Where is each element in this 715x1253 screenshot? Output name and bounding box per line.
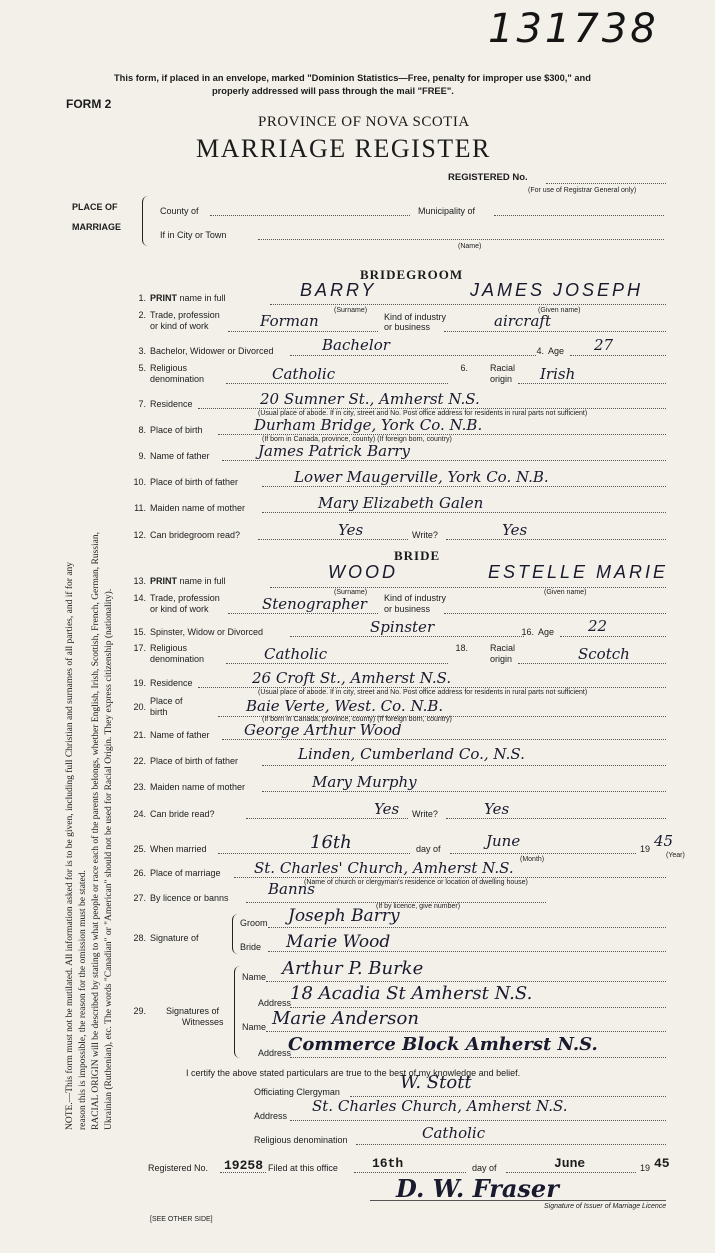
print-label: PRINT xyxy=(150,293,177,303)
line-number: 6. xyxy=(460,363,468,373)
side-note-line4: Ukrainian (Ruthenian), etc. The words "Canadian" or "American" should not be used for Racial Origin. They express citizenship (nationality). xyxy=(104,588,114,1130)
line-number: 1. xyxy=(138,293,146,303)
age-label: Age xyxy=(548,346,565,356)
see-other-side: [SEE OTHER SIDE] xyxy=(150,1216,213,1223)
residence-note: (Usual place of abode. If in city, street and No. Post office address for residents in rural parts not sufficient) xyxy=(258,689,588,696)
mother-maiden-label: Maiden name of mother xyxy=(150,782,246,792)
clergy-denomination: Catholic xyxy=(422,1124,486,1142)
line-number: 11. xyxy=(134,503,146,513)
line-number: 5. xyxy=(138,363,146,373)
issuer-signature: D. W. Fraser xyxy=(396,1174,559,1203)
groom-can-read: Yes xyxy=(338,521,364,539)
groom-trade: Forman xyxy=(260,312,319,330)
clergyman-address: St. Charles Church, Amherst N.S. xyxy=(312,1097,568,1115)
line-number: 28. xyxy=(133,933,146,943)
line-number: 27. xyxy=(133,893,146,903)
form-number: FORM 2 xyxy=(66,97,112,111)
municipality-label: Municipality of xyxy=(418,206,476,216)
father-name-label: Name of father xyxy=(150,730,210,740)
bridegroom-heading: BRIDEGROOM xyxy=(360,267,464,282)
groom-age: 27 xyxy=(594,336,614,354)
signatures-of-label: Signatures of xyxy=(166,1006,220,1016)
denomination-label: denomination xyxy=(150,654,205,664)
witness2-address: Commerce Block Amherst N.S. xyxy=(288,1034,598,1055)
licence-or-banns-label: By licence or banns xyxy=(150,893,229,903)
certification-text: I certify the above stated particulars are true to the best of my knowledge and belief. xyxy=(186,1068,521,1078)
witness1-address-label: Address xyxy=(258,998,292,1008)
line-number: 16. xyxy=(521,627,534,637)
groom-origin: Irish xyxy=(540,365,576,383)
page-title: MARRIAGE REGISTER xyxy=(196,134,491,163)
marriage-day: 16th xyxy=(310,832,352,853)
witness2-name: Marie Anderson xyxy=(272,1008,419,1029)
residence-note: (Usual place of abode. If in city, street and No. Post office address for residents in rural parts not sufficient) xyxy=(258,410,588,417)
line-number: 23. xyxy=(133,782,146,792)
witness1-name: Arthur P. Burke xyxy=(282,958,424,979)
bride-signature-label: Bride xyxy=(240,942,262,952)
bride-can-read: Yes xyxy=(374,800,400,818)
can-read-label: Can bride read? xyxy=(150,809,215,819)
groom-residence: 20 Sumner St., Amherst N.S. xyxy=(260,390,480,408)
city-label: If in City or Town xyxy=(160,230,227,240)
side-note xyxy=(64,330,116,1130)
trade-label: Trade, profession xyxy=(150,593,220,603)
line-number: 22. xyxy=(133,756,146,766)
marriage-place: St. Charles' Church, Amherst N.S. xyxy=(254,859,514,877)
trade-label: Trade, profession xyxy=(150,310,220,320)
filed-day: 16th xyxy=(372,1156,404,1171)
groom-industry: aircraft xyxy=(494,312,552,330)
side-note-line1: NOTE.—This form must not be mutilated. All information asked for is to be given, including full Christian and surnames of all parties, and if for any xyxy=(65,561,75,1130)
marital-status-label: Bachelor, Widower or Divorced xyxy=(150,346,274,356)
clergyman-address-label: Address xyxy=(254,1111,288,1121)
place-of-birth-label: Place of xyxy=(150,696,183,706)
bride-age: 22 xyxy=(588,617,608,635)
name-note: (Name) xyxy=(458,243,482,250)
bride-origin: Scotch xyxy=(578,645,630,663)
groom-given-names: JAMES JOSEPH xyxy=(470,280,644,300)
marital-status-label: Spinster, Widow or Divorced xyxy=(150,627,264,637)
bride-place-of-birth: Baie Verte, West. Co. N.B. xyxy=(246,697,444,715)
print-label: PRINT xyxy=(150,576,177,586)
month-note: (Month) xyxy=(520,856,545,863)
filed-day-of-label: day of xyxy=(472,1163,497,1173)
witness2-name-label: Name xyxy=(242,1022,267,1032)
marriage-month: June xyxy=(486,832,521,850)
name-in-full-label: name in full xyxy=(179,293,226,303)
bride-trade: Stenographer xyxy=(262,595,367,613)
line-number: 17. xyxy=(133,643,146,653)
industry-label: Kind of industry xyxy=(384,593,447,603)
side-note-line3: RACIAL ORIGIN will be described by stating to what people or race each of the parents belongs, whether English, Irish, Scottish, French, German, Russian, xyxy=(91,531,101,1130)
bride-surname: WOOD xyxy=(328,562,398,582)
county-label: County of xyxy=(160,206,199,216)
bride-father-birthplace: Linden, Cumberland Co., N.S. xyxy=(298,745,525,763)
witness2-address-label: Address xyxy=(258,1048,292,1058)
registrar-note: (For use of Registrar General only) xyxy=(528,187,637,194)
write-label: Write? xyxy=(412,530,438,540)
postal-notice-line2: properly addressed will pass through the mail "FREE". xyxy=(212,86,454,96)
father-birth-label: Place of birth of father xyxy=(150,477,239,487)
clergyman-label: Officiating Clergyman xyxy=(254,1087,340,1097)
groom-signature-label: Groom xyxy=(240,918,268,928)
groom-father-name: James Patrick Barry xyxy=(258,442,410,460)
filed-year: 45 xyxy=(654,1156,670,1171)
origin-label: origin xyxy=(490,374,513,384)
line-number: 13. xyxy=(133,576,146,586)
birth-label: birth xyxy=(150,707,168,717)
line-number: 7. xyxy=(138,399,146,409)
year-note: (Year) xyxy=(666,852,685,859)
line-number: 4. xyxy=(536,346,544,356)
bride-religion: Catholic xyxy=(264,645,328,663)
place-of-birth-label: Place of birth xyxy=(150,425,203,435)
bride-residence: 26 Croft St., Amherst N.S. xyxy=(252,669,452,687)
denomination-label: denomination xyxy=(150,374,205,384)
witness1-name-label: Name xyxy=(242,972,267,982)
groom-can-write: Yes xyxy=(502,521,528,539)
age-label: Age xyxy=(538,627,555,637)
side-note-line2: reason this is impossible, the reason for the omission must be stated. xyxy=(78,870,88,1130)
marriage-year: 45 xyxy=(654,832,674,850)
when-married-label: When married xyxy=(150,844,207,854)
groom-mother-maiden-name: Mary Elizabeth Galen xyxy=(318,494,484,512)
mother-maiden-label: Maiden name of mother xyxy=(150,503,246,513)
business-label: or business xyxy=(384,322,431,332)
bride-heading: BRIDE xyxy=(394,548,441,563)
filed-year-prefix: 19 xyxy=(640,1163,651,1173)
registration-number: 131738 xyxy=(488,6,659,52)
bride-father-name: George Arthur Wood xyxy=(244,721,402,739)
licence-note: (If by licence, give number) xyxy=(376,903,461,910)
clergyman-signature: W. Stott xyxy=(400,1072,472,1093)
registered-number: 19258 xyxy=(224,1158,264,1173)
postal-notice-line1: This form, if placed in an envelope, marked "Dominion Statistics—Free, penalty for improper use $300," and xyxy=(114,73,591,83)
groom-marital-status: Bachelor xyxy=(322,336,390,354)
father-name-label: Name of father xyxy=(150,451,210,461)
bride-signature: Marie Wood xyxy=(286,932,391,952)
line-number: 26. xyxy=(133,868,146,878)
witnesses-label: Witnesses xyxy=(182,1017,224,1027)
father-birth-label: Place of birth of father xyxy=(150,756,239,766)
signature-of-label: Signature of xyxy=(150,933,199,943)
bride-marital-status: Spinster xyxy=(370,618,435,636)
line-number: 20. xyxy=(133,702,146,712)
residence-label: Residence xyxy=(150,399,193,409)
line-number: 24. xyxy=(133,809,146,819)
line-number: 2. xyxy=(138,310,146,320)
racial-label: Racial xyxy=(490,643,516,653)
residence-label: Residence xyxy=(150,678,193,688)
line-number: 12. xyxy=(133,530,146,540)
year-prefix: 19 xyxy=(640,844,651,854)
racial-label: Racial xyxy=(490,363,516,373)
line-number: 3. xyxy=(138,346,146,356)
witness1-address: 18 Acadia St Amherst N.S. xyxy=(290,983,533,1004)
licence-or-banns: Banns xyxy=(268,880,315,898)
groom-father-birthplace: Lower Maugerville, York Co. N.B. xyxy=(294,468,549,486)
groom-surname: BARRY xyxy=(300,280,377,300)
kind-of-work-label: or kind of work xyxy=(150,604,209,614)
filed-month: June xyxy=(554,1156,586,1171)
line-number: 8. xyxy=(138,425,146,435)
given-name-note: (Given name) xyxy=(544,589,587,596)
groom-signature: Joseph Barry xyxy=(288,906,400,926)
line-number: 21. xyxy=(133,730,146,740)
bride-mother-maiden-name: Mary Murphy xyxy=(312,773,417,791)
clergy-denomination-label: Religious denomination xyxy=(254,1135,348,1145)
birth-note: (If born in Canada, province, county) (If foreign born, country) xyxy=(262,436,452,443)
line-number: 9. xyxy=(138,451,146,461)
name-in-full-label: name in full xyxy=(179,576,226,586)
place-label-2: MARRIAGE xyxy=(72,222,121,232)
place-note: (Name of church or clergyman's residence or location of dwelling house) xyxy=(304,879,528,886)
groom-place-of-birth: Durham Bridge, York Co. N.B. xyxy=(254,416,483,434)
bride-can-write: Yes xyxy=(484,800,510,818)
line-number: 10. xyxy=(133,477,146,487)
line-number: 29. xyxy=(133,1006,146,1016)
birth-note: (If born in Canada, province, county) (If foreign born, country) xyxy=(262,716,452,723)
line-number: 25. xyxy=(133,844,146,854)
religious-label: Religious xyxy=(150,643,188,653)
groom-religion: Catholic xyxy=(272,365,336,383)
given-name-note: (Given name) xyxy=(538,307,581,314)
line-number: 15. xyxy=(133,627,146,637)
religious-label: Religious xyxy=(150,363,188,373)
business-label: or business xyxy=(384,604,431,614)
line-number: 14. xyxy=(133,593,146,603)
line-number: 19. xyxy=(133,678,146,688)
industry-label: Kind of industry xyxy=(384,312,447,322)
issuer-note: Signature of Issuer of Marriage Licence xyxy=(544,1203,667,1210)
place-label-1: PLACE OF xyxy=(72,202,118,212)
line-number: 18. xyxy=(455,643,468,653)
filed-label: Filed at this office xyxy=(268,1163,338,1173)
origin-label: origin xyxy=(490,654,513,664)
kind-of-work-label: or kind of work xyxy=(150,321,209,331)
write-label: Write? xyxy=(412,809,438,819)
registered-no-footer-label: Registered No. xyxy=(148,1163,209,1173)
province-heading: PROVINCE OF NOVA SCOTIA xyxy=(258,114,470,130)
surname-note: (Surname) xyxy=(334,589,368,596)
day-of-label: day of xyxy=(416,844,441,854)
registered-no-label: REGISTERED No. xyxy=(448,172,528,183)
place-of-marriage-label: Place of marriage xyxy=(150,868,221,878)
can-read-label: Can bridegroom read? xyxy=(150,530,241,540)
bride-given-names: ESTELLE MARIE xyxy=(488,562,669,582)
surname-note: (Surname) xyxy=(334,307,368,314)
